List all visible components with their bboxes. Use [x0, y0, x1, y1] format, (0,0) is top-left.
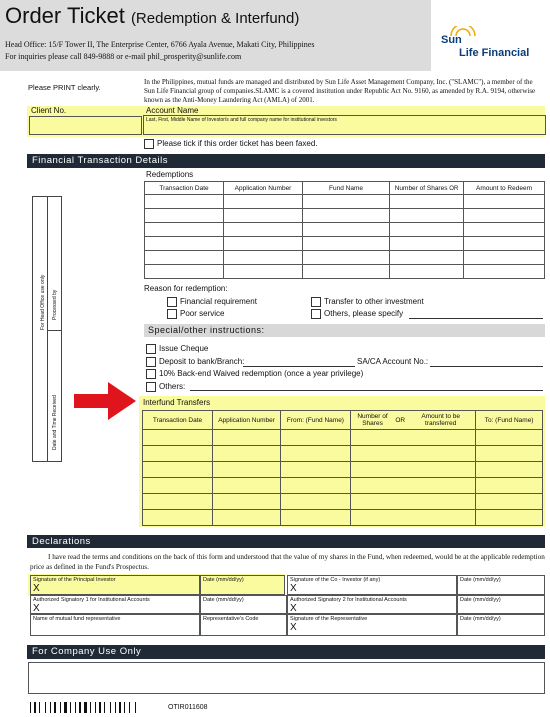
col-fund-name: Fund Name [303, 182, 390, 195]
barcode-bar [30, 702, 31, 713]
table-row [143, 510, 543, 526]
if-col-number-of-shares: Number of Shares [350, 411, 394, 430]
if-col-transaction-date: Transaction Date [143, 411, 213, 430]
special-instructions-bar: Special/other instructions: [144, 324, 545, 337]
sa-ca-account-line[interactable] [430, 366, 543, 367]
table-cell[interactable] [303, 265, 390, 279]
special-backend-waived[interactable] [146, 369, 363, 379]
col-transaction-date: Transaction Date [145, 182, 224, 195]
barcode-bar [115, 702, 116, 713]
table-cell[interactable] [145, 265, 224, 279]
col-application-number: Application Number [224, 182, 303, 195]
if-col-to-fund: To: (Fund Name) [476, 411, 543, 430]
title-sub: (Redemption & Interfund) [130, 10, 300, 27]
co-investor-label: Signature of the Co - Investor (if any) [290, 577, 381, 583]
principal-date-field[interactable] [200, 575, 285, 595]
auth2-date-label: Date (mm/dd/yy) [460, 597, 501, 603]
table-cell[interactable] [224, 265, 303, 279]
barcode-bar [104, 702, 105, 713]
table-cell[interactable] [145, 223, 224, 237]
account-name-label: Account Name [146, 106, 199, 115]
table-cell[interactable] [145, 209, 224, 223]
table-cell[interactable] [464, 265, 545, 279]
table-cell[interactable] [390, 195, 464, 209]
table-cell[interactable] [350, 462, 475, 478]
table-cell[interactable] [390, 265, 464, 279]
barcode-bar [129, 702, 130, 713]
barcode-bar [70, 702, 71, 713]
red-arrow-icon [74, 382, 138, 420]
table-cell[interactable] [303, 237, 390, 251]
table-cell[interactable] [350, 430, 475, 446]
head-office-divider-v [47, 196, 48, 462]
table-cell[interactable] [464, 223, 545, 237]
financial-section-bar: Financial Transaction Details [27, 154, 545, 168]
table-cell[interactable] [224, 209, 303, 223]
special-others[interactable] [146, 382, 185, 392]
deposit-branch-line[interactable] [243, 366, 355, 367]
table-row [145, 209, 545, 223]
disclosure-text: In the Philippines, mutual funds are managed and distributed by Sun Life Asset Management Company, Inc. ("SLAMC"), a member of the Sun Life Financial group of companies.SLAMC is a covered institution under Republic Act No. 9160, as amended by R.A. 9194, otherwise known as the Anti-Money Laundering Act (AMLA) of 2001. [144, 78, 536, 104]
table-cell[interactable] [213, 478, 281, 494]
table-cell[interactable] [464, 209, 545, 223]
if-col-amount: Amount to be transferred [406, 411, 476, 430]
barcode-bar [119, 702, 121, 713]
table-cell[interactable] [143, 478, 213, 494]
table-cell[interactable] [281, 446, 351, 462]
barcode-bar [90, 702, 91, 713]
reason-poor-service-checkbox[interactable] [167, 309, 177, 319]
principal-x: X [33, 583, 40, 594]
issue-cheque-label: Issue Cheque [159, 344, 209, 354]
table-cell[interactable] [143, 510, 213, 526]
table-cell[interactable] [390, 209, 464, 223]
table-cell[interactable] [350, 494, 475, 510]
barcode-bar [39, 702, 40, 713]
table-cell[interactable] [281, 430, 351, 446]
reason-label: Reason for redemption: [144, 284, 228, 293]
declarations-bar: Declarations [27, 535, 545, 548]
special-others-line[interactable] [190, 390, 543, 391]
barcode-bar [45, 702, 46, 713]
reason-poor-service-label: Poor service [180, 309, 225, 319]
barcode-bar [135, 702, 136, 713]
interfund-body [143, 430, 543, 526]
table-cell[interactable] [476, 494, 543, 510]
if-col-or: OR [394, 411, 406, 430]
reason-others-label: Others, please specify [324, 309, 404, 319]
auth1-x: X [33, 603, 40, 614]
auth1-signature-field[interactable] [30, 595, 200, 614]
table-cell[interactable] [390, 237, 464, 251]
barcode-bar [34, 702, 36, 713]
table-cell[interactable] [213, 494, 281, 510]
table-row [143, 478, 543, 494]
table-row [143, 462, 543, 478]
barcode-bar [84, 702, 87, 713]
interfund-table [142, 410, 543, 526]
title-main: Order Ticket [5, 3, 125, 28]
reason-others[interactable] [311, 309, 403, 319]
barcode [30, 702, 160, 713]
deposit-label: Deposit to bank/Branch: [159, 357, 245, 367]
interfund-label: Interfund Transfers [143, 398, 211, 407]
table-cell[interactable] [350, 478, 475, 494]
table-cell[interactable] [281, 478, 351, 494]
redemptions-body [145, 195, 545, 279]
reason-transfer-label: Transfer to other investment [324, 297, 424, 307]
sa-ca-account-label: SA/CA Account No.: [357, 357, 429, 366]
table-cell[interactable] [213, 446, 281, 462]
form-code: OTIR011608 [168, 704, 208, 711]
barcode-bar [54, 702, 56, 713]
auth2-x: X [290, 603, 297, 614]
rep-signature-field[interactable] [287, 614, 457, 636]
rep-code-label: Representative's Code [203, 616, 259, 622]
barcode-bar [110, 702, 111, 713]
barcode-bar [99, 702, 101, 713]
barcode-bar [95, 702, 96, 713]
backend-waived-checkbox[interactable] [146, 369, 156, 379]
table-cell[interactable] [143, 462, 213, 478]
col-or-text: OR [449, 185, 459, 192]
table-cell[interactable] [303, 223, 390, 237]
col-amount-to-redeem: Amount to Redeem [464, 182, 545, 195]
co-investor-date-field[interactable] [457, 575, 545, 595]
auth2-label: Authorized Signatory 2 for Institutional Accounts [290, 597, 407, 603]
auth1-date-label: Date (mm/dd/yy) [203, 597, 244, 603]
logo-line1: Sun [441, 34, 462, 46]
table-row [145, 237, 545, 251]
table-cell[interactable] [476, 430, 543, 446]
table-row [143, 446, 543, 462]
table-cell[interactable] [476, 510, 543, 526]
table-cell[interactable] [224, 251, 303, 265]
faxed-label: Please tick if this order ticket has been faxed. [157, 139, 318, 149]
table-cell[interactable] [143, 494, 213, 510]
fund-rep-name-field[interactable] [30, 614, 200, 636]
table-cell[interactable] [213, 510, 281, 526]
table-cell[interactable] [303, 195, 390, 209]
table-row [145, 223, 545, 237]
table-cell[interactable] [224, 223, 303, 237]
special-others-label: Others: [159, 382, 186, 392]
auth2-date-field[interactable] [457, 595, 545, 614]
table-cell[interactable] [464, 251, 545, 265]
issue-cheque-checkbox[interactable] [146, 344, 156, 354]
account-name-hint: Last, First, Middle Name of Investor/s and full company name for institutional investors [146, 117, 337, 123]
barcode-bar [50, 702, 51, 713]
print-clearly-note: Please PRINT clearly. [28, 83, 101, 92]
reason-transfer[interactable] [311, 297, 424, 307]
principal-signature-field[interactable] [30, 575, 200, 595]
head-office-use-label: For Head Office use only [40, 274, 46, 330]
table-cell[interactable] [224, 195, 303, 209]
logo-line2: Life Financial [459, 47, 530, 59]
client-no-field[interactable] [29, 116, 142, 135]
table-cell[interactable] [303, 251, 390, 265]
if-col-from-fund: From: (Fund Name) [281, 411, 351, 430]
table-row [143, 430, 543, 446]
reason-financial[interactable] [167, 297, 257, 307]
table-cell[interactable] [390, 251, 464, 265]
reason-others-line[interactable] [409, 318, 543, 319]
table-cell[interactable] [350, 510, 475, 526]
company-use-bar: For Company Use Only [27, 645, 545, 659]
auth2-signature-field[interactable] [287, 595, 457, 614]
barcode-bar [60, 702, 61, 713]
sun-life-logo [441, 28, 545, 68]
processed-by-label: Processed by [52, 289, 58, 320]
if-col-application-number: Application Number [213, 411, 281, 430]
table-cell[interactable] [281, 510, 351, 526]
barcode-bar [64, 702, 67, 713]
table-cell[interactable] [281, 494, 351, 510]
table-cell[interactable] [476, 462, 543, 478]
reason-financial-checkbox[interactable] [167, 297, 177, 307]
client-no-label: Client No. [31, 106, 67, 115]
auth1-label: Authorized Signatory 1 for Institutional Accounts [33, 597, 150, 603]
auth1-date-field[interactable] [200, 595, 287, 614]
table-cell[interactable] [224, 237, 303, 251]
rep-date-field[interactable] [457, 614, 545, 636]
rep-date-label: Date (mm/dd/yy) [460, 616, 501, 622]
table-cell[interactable] [303, 209, 390, 223]
inquiries-line: For inquiries please call 849-9888 or e-mail phil_prosperity@sunlife.com [5, 52, 242, 61]
reason-transfer-checkbox[interactable] [311, 297, 321, 307]
company-use-box[interactable] [28, 662, 545, 694]
table-cell[interactable] [476, 478, 543, 494]
rep-code-field[interactable] [200, 614, 287, 636]
table-cell[interactable] [143, 446, 213, 462]
declaration-text: I have read the terms and conditions on the back of this form and understood that the value of my shares in the Fund, when redeemed, would be at the applicable redemption price as defined in the Fund's Prospectus. [30, 553, 545, 571]
faxed-row [144, 139, 318, 149]
reason-others-checkbox[interactable] [311, 309, 321, 319]
barcode-bar [124, 702, 125, 713]
redemptions-table [144, 181, 545, 279]
table-cell[interactable] [350, 446, 475, 462]
table-row [145, 195, 545, 209]
page-title [5, 3, 299, 29]
redemptions-label: Redemptions [146, 170, 194, 179]
fund-rep-label: Name of mutual fund representative [33, 616, 121, 622]
rep-signature-label: Signature of the Representative [290, 616, 368, 622]
barcode-bar [79, 702, 81, 713]
reason-financial-label: Financial requirement [180, 297, 257, 307]
special-issue-cheque[interactable] [146, 344, 208, 354]
table-cell[interactable] [145, 237, 224, 251]
table-row [145, 251, 545, 265]
table-cell[interactable] [281, 462, 351, 478]
col-shares-text: Number of Shares [394, 184, 448, 192]
table-cell[interactable] [476, 446, 543, 462]
date-time-received-label: Date and Time Received [52, 395, 58, 450]
table-cell[interactable] [143, 430, 213, 446]
co-investor-signature-field[interactable] [287, 575, 457, 595]
principal-signature-label: Signature of the Principal Investor [33, 577, 116, 583]
special-deposit[interactable] [146, 357, 244, 367]
backend-waived-label: 10% Back-end Waived redemption (once a year privilege) [159, 369, 364, 379]
head-office-divider-h [47, 330, 62, 331]
barcode-bar [75, 702, 76, 713]
reason-poor-service[interactable] [167, 309, 224, 319]
faxed-checkbox[interactable] [144, 139, 154, 149]
head-office-address: Head Office: 15/F Tower II, The Enterprise Center, 6766 Ayala Avenue, Makati City, Philippines [5, 40, 315, 49]
principal-date-label: Date (mm/dd/yy) [203, 577, 244, 583]
co-investor-x: X [290, 583, 297, 594]
col-number-of-shares [390, 182, 464, 195]
table-cell[interactable] [213, 462, 281, 478]
table-row [145, 265, 545, 279]
table-row [143, 494, 543, 510]
table-cell[interactable] [464, 195, 545, 209]
table-cell[interactable] [213, 430, 281, 446]
table-cell[interactable] [145, 195, 224, 209]
rep-x: X [290, 622, 297, 633]
table-cell[interactable] [464, 237, 545, 251]
deposit-checkbox[interactable] [146, 357, 156, 367]
table-cell[interactable] [145, 251, 224, 265]
special-others-checkbox[interactable] [146, 382, 156, 392]
table-cell[interactable] [390, 223, 464, 237]
co-investor-date-label: Date (mm/dd/yy) [460, 577, 501, 583]
